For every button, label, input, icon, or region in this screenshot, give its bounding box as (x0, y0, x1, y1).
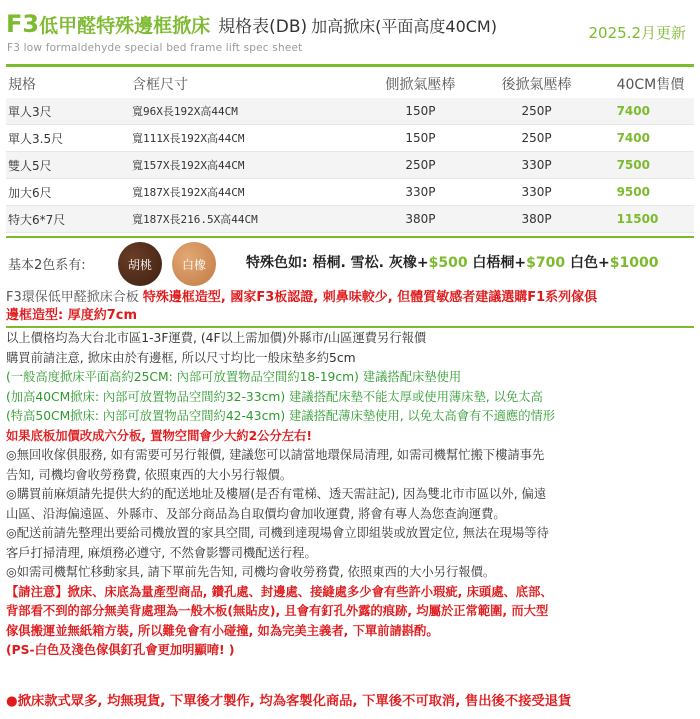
header-cell: 40CM售價 (616, 77, 685, 93)
note-line: ◎如需司機幫忙移動家具, 請下單前先告知, 司機均會收勞務費, 依照東西的大小另行報價。 (6, 565, 496, 579)
header (0, 0, 700, 66)
size-cell: 加大6尺 (8, 185, 52, 200)
rear-lift-cell: 330P (521, 158, 552, 172)
notes-section (6, 329, 694, 661)
table-row (6, 179, 694, 206)
note-line: 以上價格均為大台北市區1-3F運費, (4F以上需加價)外縣市/山區運費另行報價 (6, 331, 427, 345)
product-code: F3 (6, 10, 40, 38)
dimension-cell: 寬187X長216.5X高44CM (132, 213, 258, 226)
table-header (6, 70, 694, 98)
note-line: ◎無回收傢俱服務, 如有需要可另行報價, 建議您可以請當地環保局清理, 如需司機幫忙搬下樓請事先 (6, 448, 545, 462)
side-lift-cell: 150P (405, 104, 436, 118)
board-warning: 特殊邊框造型, 國家F3板認證, 刺鼻味較少, 但體質敏感者建議選購F1系列傢俱 (142, 290, 598, 305)
final-notice: ●掀床款式眾多, 均無現貨, 下單後才製作, 均為客製化商品, 下單後不可取消, 售出後不接受退貨 (6, 694, 572, 709)
special-price: $500 (428, 255, 468, 271)
price-cell: 7400 (616, 104, 650, 118)
special-colors-text: 白色+ (565, 255, 610, 271)
note-line: (特高50CM掀床: 內部可放置物品空間約42-43cm) 建議搭配薄床墊使用, 以免太高會有不適應的情形 (6, 409, 556, 423)
oak-swatch (172, 242, 216, 286)
side-lift-cell: 380P (405, 212, 436, 226)
price-cell: 11500 (616, 212, 659, 226)
side-lift-cell: 150P (405, 131, 436, 145)
green-divider (6, 64, 694, 67)
note-line: 告知, 司機均會收勞務費, 依照東西的大小另行報價。 (6, 467, 293, 482)
color-options (6, 238, 694, 288)
dimension-cell: 寬157X長192X高44CM (132, 159, 245, 172)
rear-lift-cell: 380P (521, 212, 552, 226)
price-cell: 9500 (616, 185, 650, 199)
english-subtitle: F3 low formaldehyde special bed frame lift spec sheet (7, 42, 303, 54)
size-cell: 單人3.5尺 (8, 131, 64, 146)
colors-label: 基本2色系有: (8, 258, 86, 273)
note-line: (一般高度掀床平面高約25CM: 內部可放置物品空間約18-19cm) 建議搭配床墊使用 (6, 370, 462, 384)
special-colors-text: 白梧桐+ (467, 255, 527, 271)
dimension-cell: 寬187X長192X高44CM (132, 186, 245, 199)
board-info (6, 289, 694, 325)
price-cell: 7500 (616, 158, 650, 172)
size-cell: 特大6*7尺 (8, 212, 66, 227)
oak-label: 白橡 (181, 257, 206, 272)
spec-label: 規格表(DB) (218, 17, 308, 37)
frame-thickness: 邊框造型: 厚度約7cm (6, 308, 138, 323)
rear-lift-cell: 250P (521, 131, 552, 145)
table-row (6, 152, 694, 179)
note-line: 背部看不到的部分無美背處理為一般木板(無貼皮), 且會有釘孔外露的痕跡, 均屬於正常範圍, 而大型 (6, 604, 549, 618)
dimension-cell: 寬96X長192X高44CM (132, 105, 238, 118)
header-cell: 側掀氣壓棒 (385, 77, 456, 93)
rear-lift-cell: 250P (521, 104, 552, 118)
special-price: $700 (526, 255, 566, 271)
lift-label: 加高掀床(平面高度40CM) (311, 17, 497, 36)
header-cell: 規格 (8, 77, 36, 93)
table-row (6, 98, 694, 125)
special-price: $1000 (609, 255, 659, 271)
dimension-cell: 寬111X長192X高44CM (132, 132, 245, 145)
product-title: 低甲醛特殊邊框掀床 (39, 15, 211, 37)
size-cell: 單人3尺 (8, 104, 52, 119)
note-line: 【請注意】掀床、床底為量產型商品, 鑽孔處、封邊處、接縫處多少會有些許小瑕疵, 床頭處、底部、 (6, 584, 553, 599)
note-line: ◎購買前麻煩請先提供大約的配送地址及樓層(是否有電梯、透天需註記), 因為雙北市市區以外, 偏遠 (6, 487, 547, 501)
note-line: 傢俱搬運並無紙箱方裝, 所以難免會有小碰撞, 如為完美主義者, 下單前請斟酌。 (6, 623, 439, 638)
side-lift-cell: 330P (405, 185, 436, 199)
note-line: 山區、沿海偏遠區、外縣市、及部分商品為自取價均會加收運費, 將會有專人為您查詢運費。 (6, 506, 506, 521)
update-date: 2025.2月更新 (588, 24, 686, 42)
note-line: ◎配送前請先整理出要給司機放置的家具空間, 司機到達現場會立即組裝或放置定位, 無法在現場等待 (6, 526, 549, 540)
header-cell: 含框尺寸 (132, 77, 188, 93)
rear-lift-cell: 330P (521, 185, 552, 199)
special-colors-text: 特殊色如: 梧桐. 雪松. 灰橡+ (246, 255, 429, 271)
special-colors (246, 252, 658, 272)
green-divider (6, 326, 694, 328)
header-cell: 後掀氣壓棒 (501, 77, 572, 93)
note-line: 客戶打掃清理, 麻煩務必遵守, 不然會影響司機配送行程。 (6, 545, 317, 560)
note-line: 購買前請注意, 掀床由於有邊框, 所以尺寸均比一般床墊多約5cm (6, 350, 356, 365)
note-line: 如果底板加價改成六分板, 置物空間會少大約2公分左右! (6, 428, 312, 443)
table-row (6, 206, 694, 233)
side-lift-cell: 250P (405, 158, 436, 172)
walnut-swatch (118, 242, 162, 286)
board-label: F3環保低甲醛掀床合板 (6, 290, 143, 305)
size-cell: 雙人5尺 (8, 158, 52, 173)
price-cell: 7400 (616, 131, 650, 145)
walnut-label: 胡桃 (127, 257, 152, 272)
note-line: (加高40CM掀床: 內部可放置物品空間約32-33cm) 建議搭配床墊不能太厚或使用薄床墊, 以免太高 (6, 389, 543, 404)
note-line: (PS-白色及淺色傢俱釘孔會更加明顯唷! ) (6, 643, 235, 657)
spec-table (6, 70, 694, 233)
page-title (6, 10, 497, 38)
table-row (6, 125, 694, 152)
